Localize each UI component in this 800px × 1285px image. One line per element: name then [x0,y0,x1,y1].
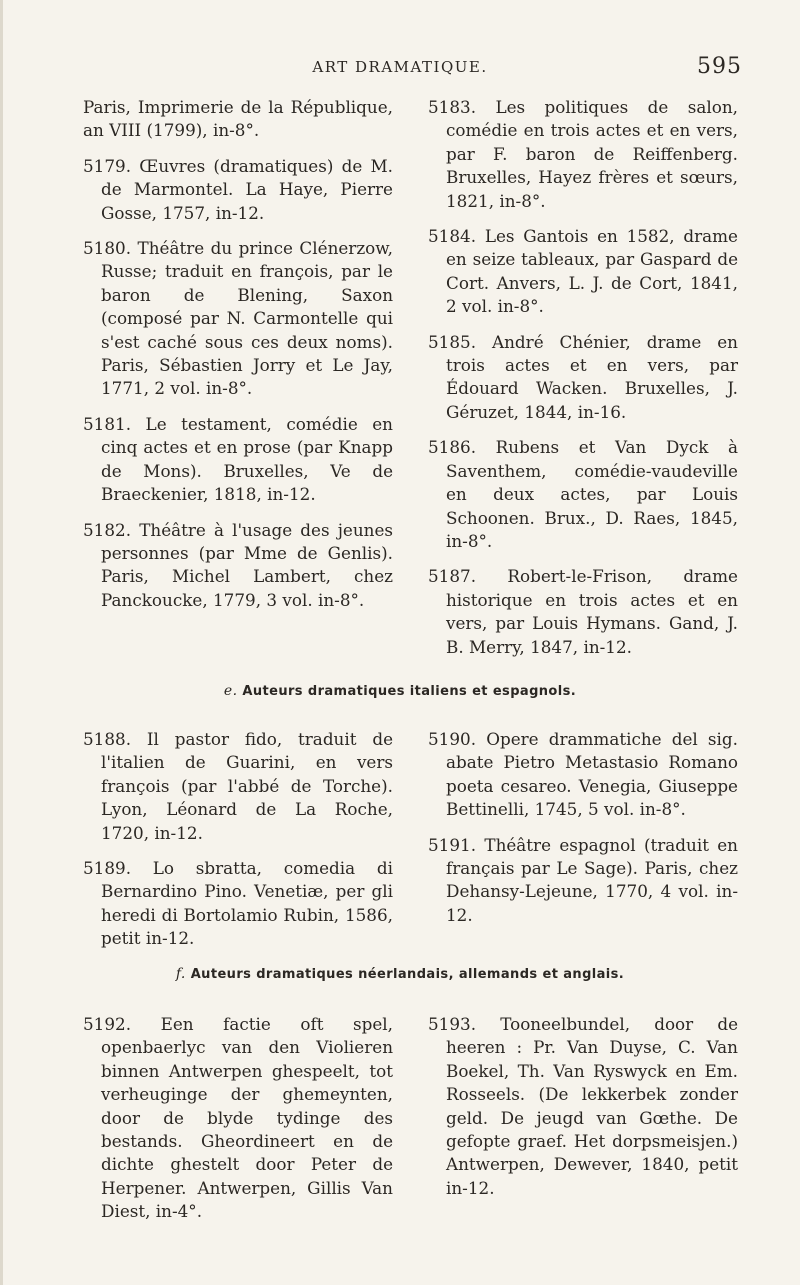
catalogue-entry [83,857,393,951]
left-column [83,96,393,624]
section-letter: f. [175,966,186,982]
catalogue-entry [83,237,393,401]
page-edge [0,0,3,1285]
entry-text: Tooneelbundel, door de heeren : Pr. Van Duyse, C. Van Boekel, Th. Van Ryswyck en Em. Rosseels. (De lekkerbek zonder geld. De jeugd van Gœthe. De gefopte graef. Het dorpsmeisjen.) Antwerpen, Dewever, 1840, petit in-12. [446,1014,738,1198]
catalogue-entry [428,225,738,319]
catalogue-entry [428,728,738,822]
entry-number: 5190. [428,729,477,749]
entry-number: 5191. [428,834,477,855]
entry-text: Paris, Imprimerie de la République, an VIII (1799), in-8°. [83,97,393,141]
entry-text: Een factie oft spel, openbaerlyc van den Violieren binnen Antwerpen ghespeelt, tot verheuginge der ghemeynten, door de blyde tydinge des bestands. Gheordineert en de dichte ghestelt door Peter de Herpener. Antwerpen, Gillis Van Diest, in-4°. [101,1014,393,1222]
left-column [83,728,393,963]
entry-number: 5183. [428,97,477,117]
catalogue-entry [83,519,393,613]
entry-number: 5180. [83,238,132,259]
catalogue-entry [83,728,393,845]
entry-number: 5181. [83,413,132,434]
entry-number: 5193. [428,1014,477,1034]
catalogue-entry [83,413,393,507]
section-heading-italian-spanish [0,683,800,699]
page-number: 595 [697,54,742,79]
entry-text: Robert-le-Frison, drame historique en trois actes et en vers, par Louis Hymans. Gand, J. B. Merry, 1847, in-12. [446,566,738,657]
entry-text: Le testament, comédie en cinq actes et en prose (par Knapp de Mons). Bruxelles, Ve de Braeckenier, 1818, in-12. [101,413,393,505]
page-header [0,54,800,88]
entry-text: Théâtre à l'usage des jeunes personnes (par Mme de Genlis). Paris, Michel Lambert, chez Panckoucke, 1779, 3 vol. in-8°. [101,519,393,610]
entry-number: 5187. [428,566,477,587]
entry-number: 5184. [428,226,477,247]
running-title: ART DRAMATIQUE. [312,58,488,76]
entry-number: 5179. [83,155,132,176]
left-column [83,1013,393,1236]
catalogue-entry [83,155,393,225]
entry-text: Les Gantois en 1582, drame en seize tableaux, par Gaspard de Cort. Anvers, L. J. de Cort, 1841, 2 vol. in-8°. [446,226,738,317]
entry-text: Opere drammatiche del sig. abate Pietro Metastasio Romano poeta cesareo. Venegia, Giuseppe Bettinelli, 1745, 5 vol. in-8°. [446,729,738,820]
catalogue-entry [428,565,738,659]
entry-text: Lo sbratta, comedia di Bernardino Pino. Venetiæ, per gli heredi di Bortolamio Rubin, 1586, petit in-12. [101,858,393,949]
entry-text: Œuvres (dramatiques) de M. de Marmontel. La Haye, Pierre Gosse, 1757, in-12. [101,155,393,223]
entry-text: Théâtre du prince Clénerzow, Russe; traduit en françois, par le baron de Blening, Saxon (composé par N. Carmontelle qui s'est caché sous ces deux noms). Paris, Sébastien Jorry et Le Jay, 1771, 2 vol. in-8°. [101,238,393,399]
right-column [428,96,738,671]
entry-text: Les politiques de salon, comédie en trois actes et en vers, par F. baron de Reiffenberg. Bruxelles, Hayez frères et sœurs, 1821, in-8°. [446,97,738,211]
entry-text: Il pastor fido, traduit de l'italien de Guarini, en vers françois (par l'abbé de Torche). Lyon, Léonard de La Roche, 1720, in-12. [101,729,393,843]
catalogue-entry [428,436,738,553]
entry-number: 5189. [83,858,132,879]
catalogue-entry [428,834,738,928]
right-column [428,728,738,939]
catalogue-entry [428,331,738,425]
entry-number: 5185. [428,331,477,352]
entry-text: Rubens et Van Dyck à Saventhem, comédie-vaudeville en deux actes, par Louis Schoonen. Brux., D. Raes, 1845, in-8°. [446,437,738,551]
catalogue-entry [83,1013,393,1224]
catalogue-entry [428,1013,738,1200]
entry-number: 5186. [428,437,477,458]
catalogue-entry [428,96,738,213]
entry-text: André Chénier, drame en trois actes et en vers, par Édouard Wacken. Bruxelles, J. Géruzet, 1844, in-16. [446,331,738,422]
entry-number: 5188. [83,729,132,749]
section-heading-dutch-german-english [0,966,800,982]
section-title: Auteurs dramatiques néerlandais, allemands et anglais. [190,967,625,982]
entry-number: 5192. [83,1014,132,1034]
section-letter: e. [223,683,238,699]
entry-text: Théâtre espagnol (traduit en français par Le Sage). Paris, chez Dehansy-Lejeune, 1770, 4 vol. in-12. [446,834,738,925]
catalogue-entry [83,96,393,143]
entry-number: 5182. [83,519,132,540]
section-title: Auteurs dramatiques italiens et espagnols. [242,684,577,699]
right-column [428,1013,738,1212]
